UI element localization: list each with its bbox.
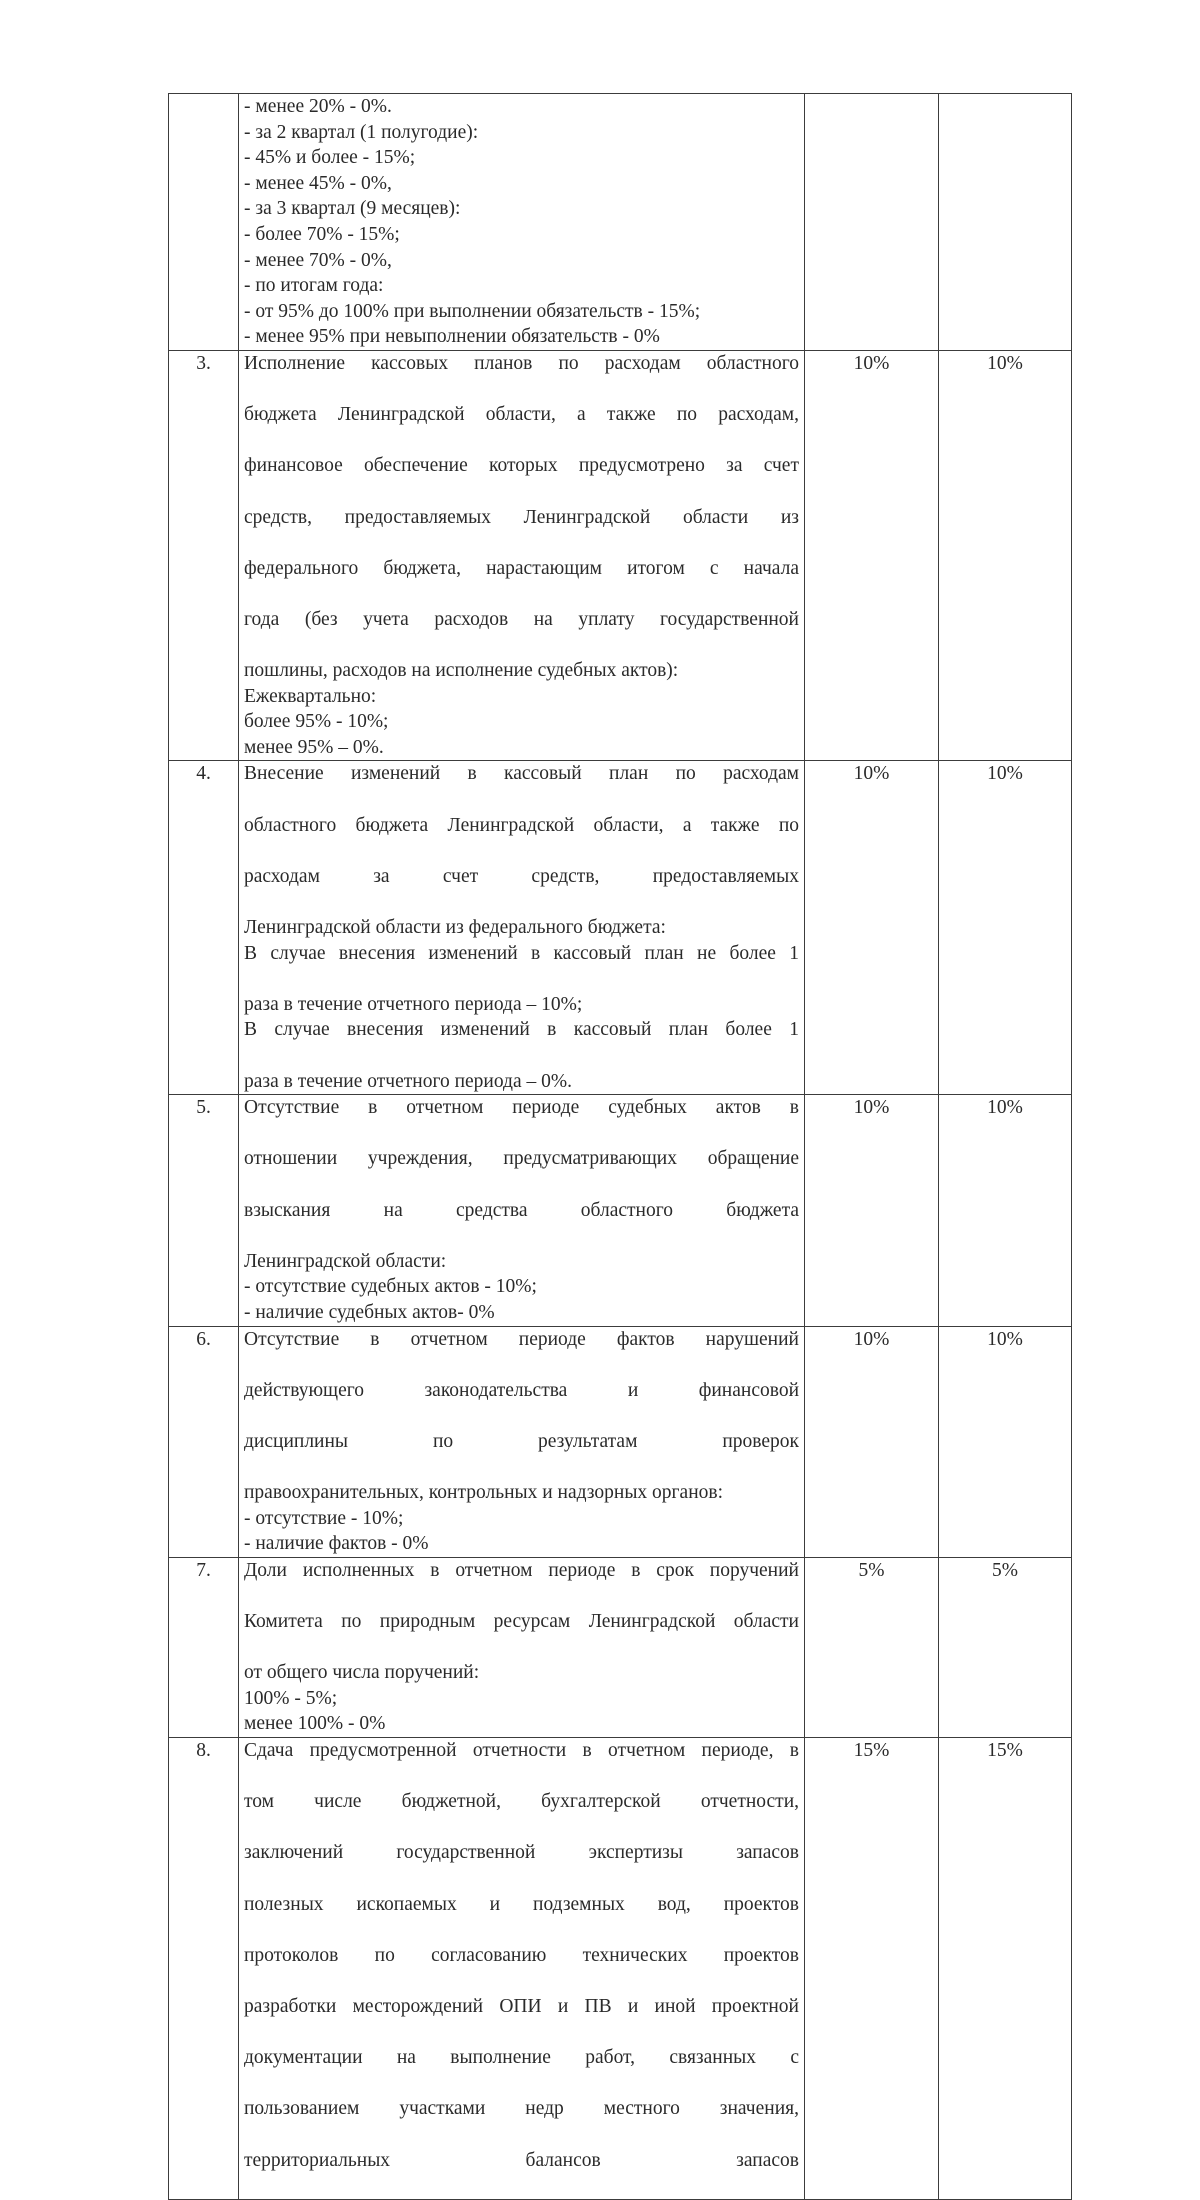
criterion-value: 10%	[939, 350, 1072, 761]
table-row	[169, 350, 1072, 761]
description-line: - по итогам года:	[244, 275, 384, 297]
description-line: - менее 45% - 0%,	[244, 172, 392, 194]
row-number: 8.	[169, 1738, 239, 2200]
description-line: - наличие судебных актов- 0%	[244, 1301, 495, 1323]
description-line: Доли исполненных в отчетном периоде в срок поручений	[244, 1559, 799, 1581]
table-row	[169, 761, 1072, 1095]
description-line: - менее 70% - 0%,	[244, 249, 392, 271]
criterion-weight: 15%	[805, 1738, 939, 2200]
description-line: Внесение изменений в кассовый план по расходам	[244, 763, 799, 785]
description-line: отношении учреждения, предусматривающих обращение	[244, 1148, 799, 1170]
criterion-value: 5%	[939, 1557, 1072, 1737]
criterion-description	[239, 1557, 805, 1737]
description-line: взыскания на средства областного бюджета	[244, 1199, 799, 1221]
criterion-description	[239, 94, 805, 351]
description-line: от общего числа поручений:	[244, 1662, 480, 1684]
description-line: протоколов по согласованию технических проектов	[244, 1944, 799, 1966]
description-line: - наличие фактов - 0%	[244, 1533, 429, 1555]
description-line: пошлины, расходов на исполнение судебных актов):	[244, 660, 679, 682]
description-line: Ленинградской области:	[244, 1250, 447, 1272]
criterion-weight: 10%	[805, 761, 939, 1095]
criterion-value: 10%	[939, 1095, 1072, 1326]
description-line: В случае внесения изменений в кассовый план не более 1	[244, 942, 799, 964]
row-number: 5.	[169, 1095, 239, 1326]
description-line: пользованием участками недр местного значения,	[244, 2098, 799, 2120]
criterion-weight	[805, 94, 939, 351]
criterion-weight: 10%	[805, 1326, 939, 1557]
row-number: 4.	[169, 761, 239, 1095]
description-line: менее 95% – 0%.	[244, 736, 384, 758]
criterion-weight: 10%	[805, 350, 939, 761]
description-line: раза в течение отчетного периода – 0%.	[244, 1070, 573, 1092]
description-line: В случае внесения изменений в кассовый план более 1	[244, 1019, 799, 1041]
row-number	[169, 94, 239, 351]
description-line: Сдача предусмотренной отчетности в отчетном периоде, в	[244, 1740, 799, 1761]
criterion-description	[239, 761, 805, 1095]
criteria-table	[168, 93, 1072, 2200]
table-row	[169, 1095, 1072, 1326]
description-line: 100% - 5%;	[244, 1687, 338, 1709]
description-line: Ленинградской области из федерального бюджета:	[244, 917, 666, 938]
description-line: - более 70% - 15%;	[244, 223, 400, 245]
description-line: Отсутствие в отчетном периоде судебных актов в	[244, 1097, 799, 1119]
description-line: более 95% - 10%;	[244, 711, 389, 733]
row-number: 6.	[169, 1326, 239, 1557]
description-line: полезных ископаемых и подземных вод, проектов	[244, 1893, 799, 1915]
description-line: - 45% и более - 15%;	[244, 147, 416, 169]
criterion-value: 15%	[939, 1738, 1072, 2200]
description-line: территориальных балансов запасов	[244, 2149, 799, 2171]
description-line: - от 95% до 100% при выполнении обязательств - 15%;	[244, 300, 701, 322]
criterion-value	[939, 94, 1072, 351]
criteria-table-body	[169, 94, 1072, 2200]
table-row	[169, 94, 1072, 351]
row-number: 3.	[169, 350, 239, 761]
description-line: действующего законодательства и финансовой	[244, 1379, 799, 1401]
table-row	[169, 1557, 1072, 1737]
description-line: раза в течение отчетного периода – 10%;	[244, 993, 583, 1015]
table-row	[169, 1738, 1072, 2200]
description-line: - отсутствие - 10%;	[244, 1507, 404, 1529]
criterion-weight: 10%	[805, 1095, 939, 1326]
description-line: областного бюджета Ленинградской области, а также по	[244, 814, 799, 836]
criterion-value: 10%	[939, 1326, 1072, 1557]
criterion-value: 10%	[939, 761, 1072, 1095]
description-line: документации на выполнение работ, связанных с	[244, 2047, 799, 2069]
row-number: 7.	[169, 1557, 239, 1737]
criterion-description	[239, 1095, 805, 1326]
description-line: финансовое обеспечение которых предусмотрено за счет	[244, 455, 799, 477]
description-line: менее 100% - 0%	[244, 1713, 386, 1735]
description-line: разработки месторождений ОПИ и ПВ и иной проектной	[244, 1995, 799, 2017]
description-line: Ежеквартально:	[244, 685, 377, 707]
description-line: заключений государственной экспертизы запасов	[244, 1842, 799, 1864]
criterion-description	[239, 1326, 805, 1557]
description-line: дисциплины по результатам проверок	[244, 1430, 799, 1452]
description-line: - за 3 квартал (9 месяцев):	[244, 198, 461, 220]
description-line: федерального бюджета, нарастающим итогом с начала	[244, 557, 799, 579]
description-line: - менее 20% - 0%.	[244, 96, 392, 117]
criterion-description	[239, 1738, 805, 2200]
criterion-description	[239, 350, 805, 761]
description-line: года (без учета расходов на уплату государственной	[244, 608, 799, 630]
table-row	[169, 1326, 1072, 1557]
description-line: - менее 95% при невыполнении обязательств - 0%	[244, 326, 660, 348]
description-line: - за 2 квартал (1 полугодие):	[244, 121, 479, 143]
description-line: средств, предоставляемых Ленинградской области из	[244, 506, 799, 528]
description-line: - отсутствие судебных актов - 10%;	[244, 1276, 537, 1298]
description-line: расходам за счет средств, предоставляемых	[244, 865, 799, 887]
description-line: Отсутствие в отчетном периоде фактов нарушений	[244, 1328, 799, 1350]
description-line: Комитета по природным ресурсам Ленинградской области	[244, 1611, 799, 1633]
description-line: правоохранительных, контрольных и надзорных органов:	[244, 1482, 724, 1504]
description-line: Исполнение кассовых планов по расходам областного	[244, 352, 799, 374]
description-line: бюджета Ленинградской области, а также по расходам,	[244, 404, 799, 426]
criterion-weight: 5%	[805, 1557, 939, 1737]
description-line: том числе бюджетной, бухгалтерской отчетности,	[244, 1791, 799, 1813]
